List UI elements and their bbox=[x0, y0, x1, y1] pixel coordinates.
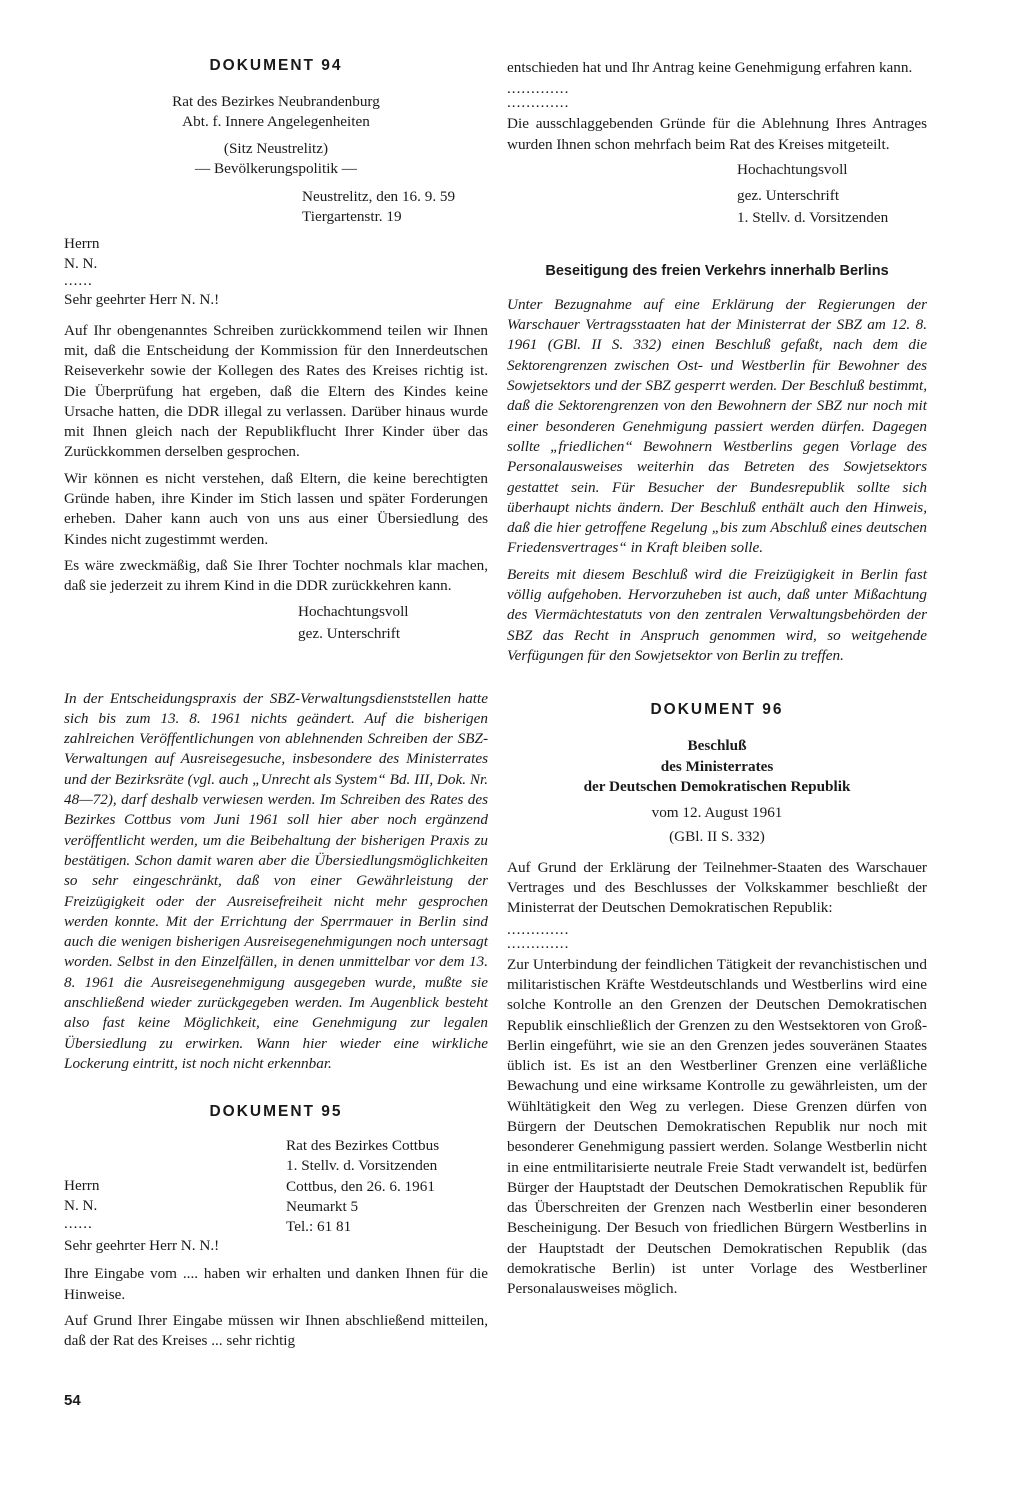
sender-line: Abt. f. Innere Angelegenheiten bbox=[182, 113, 370, 131]
title-line: des Ministerrates bbox=[660, 757, 774, 775]
document-95-paragraph: Ihre Eingabe vom .... haben wir erhalten und danken Ihnen für die Hinweise. bbox=[64, 1265, 488, 1303]
omission-dots: ............. bbox=[507, 80, 570, 98]
date-line: Neustrelitz, den 16. 9. 59 bbox=[302, 188, 456, 206]
document-94-heading: DOKUMENT 94 bbox=[209, 57, 343, 74]
recipient-line: Herrn bbox=[64, 234, 100, 252]
document-94-sender bbox=[64, 92, 488, 179]
document-94-paragraph: Wir können es nicht verstehen, daß Eltern, die keine berechtigten Gründe haben, ihre Kinder im Stich lassen und später Forderungen erheben. Daher kann auch von uns aus einer Übersiedlung des Kindes nicht zugestimmt werden. bbox=[64, 469, 488, 548]
section-paragraph: Bereits mit diesem Beschluß wird die Freizügigkeit in Berlin fast völlig aufgehoben. Hervorzuheben ist auch, daß unter Mißachtung des Viermächtestatuts von den zentralen Verwaltungsbehörden der SBZ das Recht in Anspruch genommen wird, so weitgehende Verfügungen für den Sowjetsektor von Berlin zu treffen. bbox=[507, 565, 927, 664]
section-paragraph: Unter Bezugnahme auf eine Erklärung der Regierungen der Warschauer Vertragsstaaten hat der Ministerrat der SBZ am 12. 8. 1961 (GBl. II S. 332) einen Beschluß gefaßt, nach dem die Sektorengrenzen zwischen Ost- und Westberlin für Bewohner des Sowjetsektors und der SBZ gesperrt werden. Der Beschluß bestimmt, daß die Sektorengrenzen von den Bewohnern der SBZ nur noch mit einer besonderen Genehmigung passiert werden dürfen. Dagegen sollte „friedlichen“ Bewohnern Westberlins gegen Vorlage des Personalausweises weiterhin das Betreten des Sowjetsektors gestattet sein. Für Besucher der Bundesrepublik sollte sich überhaupt nichts ändern. Der Beschluß enthält auch den Hinweis, daß die hier getroffene Regelung „bis zum Abschluß eines deutschen Friedensvertrages“ in Kraft bleiben solle. bbox=[507, 295, 927, 557]
document-95-continuation: entschieden hat und Ihr Antrag keine Genehmigung erfahren kann. bbox=[507, 59, 913, 76]
document-95-paragraph: Die ausschlaggebenden Gründe für die Ablehnung Ihres Antrages wurden Ihnen schon mehrfach beim Rat des Kreises mitgeteilt. bbox=[507, 115, 927, 153]
omission-dots: ............. bbox=[507, 934, 570, 952]
document-95-recipient bbox=[64, 1176, 99, 1231]
sender-line: Rat des Bezirkes Cottbus bbox=[286, 1137, 440, 1155]
document-94-closing bbox=[298, 601, 488, 645]
document-94-paragraph: Auf Ihr obengenanntes Schreiben zurückkommend teilen wir Ihnen mit, daß die Entscheidung der Kommission für den Innerdeutschen Reiseverkehr sowie der Kollegen des Rates des Kreises richtig ist. Die Überprüfung hat ergeben, daß die Eltern des Kindes keine Ursache hatten, die DDR illegal zu verlassen. Darüber hinaus wurde mit Ihnen gleich nach der Republikflucht Ihrer Kinder über das Zurückkommen derselben gesprochen. bbox=[64, 321, 488, 461]
recipient-line: Herrn bbox=[64, 1177, 100, 1195]
left-column bbox=[64, 38, 488, 1358]
title-line: der Deutschen Demokratischen Republik bbox=[583, 777, 851, 795]
document-96-heading: DOKUMENT 96 bbox=[650, 701, 784, 719]
closing-line: Hochachtungsvoll bbox=[298, 602, 409, 620]
address-line: Tiergartenstr. 19 bbox=[302, 208, 402, 226]
recipient-dots: ...... bbox=[64, 1214, 93, 1232]
address-line: Neumarkt 5 bbox=[286, 1198, 359, 1216]
title-line: Beschluß bbox=[687, 737, 747, 755]
document-94-recipient bbox=[64, 234, 488, 289]
subtitle-line: vom 12. August 1961 bbox=[651, 804, 783, 822]
editorial-commentary: In der Entscheidungspraxis der SBZ-Verwaltungsdienststellen hatte sich bis zum 13. 8. 1961 nichts geändert. Auf die bisherigen zahlreichen Veröffentlichungen von ablehnenden Schreiben der SBZ-Verwaltungen auf Ausreisegesuche, insbesondere des Ministerrates und der Bezirksräte (vgl. auch „Unrecht als System“ Bd. III, Dok. Nr. 48—72), darf deshalb verwiesen werden. Im Schreiben des Rates des Bezirkes Cottbus vom Juni 1961 soll hier aber noch ergänzend veröffentlicht werden, um die Beibehaltung der bisherigen Praxis zu bestätigen. Schon damit waren aber die Übersiedlungsmöglichkeiten so sehr eingeschränkt, daß von einer Gewährleistung der Freizügigkeit oder der Ausreisefreiheit nicht mehr gesprochen werden konnte. Mit der Errichtung der Sperrmauer in Berlin sind auch die wenigen bisherigen Ausreisegenehmigungen noch untersagt worden. Selbst in den Einzelfällen, in denen unmittelbar vor dem 13. 8. 1961 die Ausreisegenehmigung ausgegeben wurde, mußte sie anschließend wieder zurückgegeben werden. Im Augenblick besteht also fast keine Möglichkeit, eine Genehmigung zur legalen Übersiedlung zu erwirken. Wann hier wieder eine wirkliche Lockerung eintritt, ist noch nicht erkennbar. bbox=[64, 689, 488, 1072]
document-95-heading: DOKUMENT 95 bbox=[209, 1103, 343, 1121]
sender-line: 1. Stellv. d. Vorsitzenden bbox=[286, 1157, 438, 1175]
document-94-paragraph: Es wäre zweckmäßig, daß Sie Ihrer Tochter nochmals klar machen, daß sie jederzeit zu ihrem Kind in die DDR zurückkehren kann. bbox=[64, 556, 488, 595]
recipient-dots: ...... bbox=[64, 272, 93, 290]
phone-line: Tel.: 61 81 bbox=[286, 1218, 352, 1236]
sender-line: Rat des Bezirkes Neubrandenburg bbox=[172, 93, 380, 110]
document-96-paragraph: Zur Unterbindung der feindlichen Tätigkeit der revanchistischen und militaristischen Kräfte Westdeutschlands und Westberlins wird eine solche Kontrolle an den Grenzen der Deutschen Demokratischen Republik einschließlich der Grenzen zu den Westsektoren von Groß-Berlin eingeführt, wie sie an den Grenzen jedes souveränen Staates üblich ist. Es ist an den Westberliner Grenzen eine verläßliche Bewachung und eine wirksame Kontrolle zu gewährleisten, um der Wühltätigkeit den Weg zu verlegen. Diese Grenzen dürfen von Bürgern der Deutschen Demokratischen Republik nur noch mit besonderer Genehmigung passiert werden. Solange Westberlin nicht in eine entmilitarisierte neutrale Freie Stadt verwandelt ist, bedürfen Bürger der Hauptstadt der Deutschen Demokratischen Republik für das Überschreiten der Grenzen nach Westberlin einer besonderen Bescheinigung. Der Besuch von friedlichen Bürgern Westberlins in der Hauptstadt der Deutschen Demokratischen Republik (das demokratische Berlin) ist unter Vorlage des Westberliner Personalausweises möglich. bbox=[507, 955, 927, 1298]
omission-dots: ............. bbox=[507, 920, 570, 938]
signature-line: gez. Unterschrift bbox=[737, 186, 840, 204]
document-94-date bbox=[302, 187, 488, 228]
right-column bbox=[507, 38, 927, 1300]
document-95-closing bbox=[737, 159, 927, 229]
section-heading: Beseitigung des freien Verkehrs innerhalb Berlins bbox=[545, 262, 889, 279]
document-95-paragraph: Auf Grund Ihrer Eingabe müssen wir Ihnen abschließend mitteilen, daß der Rat des Kreises ... sehr richtig bbox=[64, 1312, 488, 1350]
recipient-line: N. N. bbox=[64, 255, 98, 273]
recipient-line: N. N. bbox=[64, 1197, 98, 1215]
omission-dots: ............. bbox=[507, 94, 570, 112]
closing-line: Hochachtungsvoll bbox=[737, 160, 848, 178]
signature-line: gez. Unterschrift bbox=[298, 624, 401, 642]
subtitle-line: (GBl. II S. 332) bbox=[669, 828, 765, 846]
document-96-title bbox=[507, 736, 927, 797]
document-96-intro: Auf Grund der Erklärung der Teilnehmer-Staaten des Warschauer Vertrages und des Beschlusses der Volkskammer beschließt der Ministerrat der Deutschen Demokratischen Republik: bbox=[507, 858, 927, 917]
document-95-address-block bbox=[64, 1136, 488, 1236]
date-line: Cottbus, den 26. 6. 1961 bbox=[286, 1177, 435, 1195]
document-94-salutation: Sehr geehrter Herr N. N.! bbox=[64, 291, 220, 309]
sender-line: (Sitz Neustrelitz) bbox=[223, 139, 329, 157]
page-number: 54 bbox=[64, 1392, 81, 1409]
document-95-sender bbox=[286, 1136, 439, 1237]
sender-line: — Bevölkerungspolitik — bbox=[195, 159, 357, 177]
document-96-subtitle bbox=[507, 803, 927, 848]
document-95-salutation: Sehr geehrter Herr N. N.! bbox=[64, 1237, 220, 1255]
signatory-title: 1. Stellv. d. Vorsitzenden bbox=[737, 208, 889, 226]
